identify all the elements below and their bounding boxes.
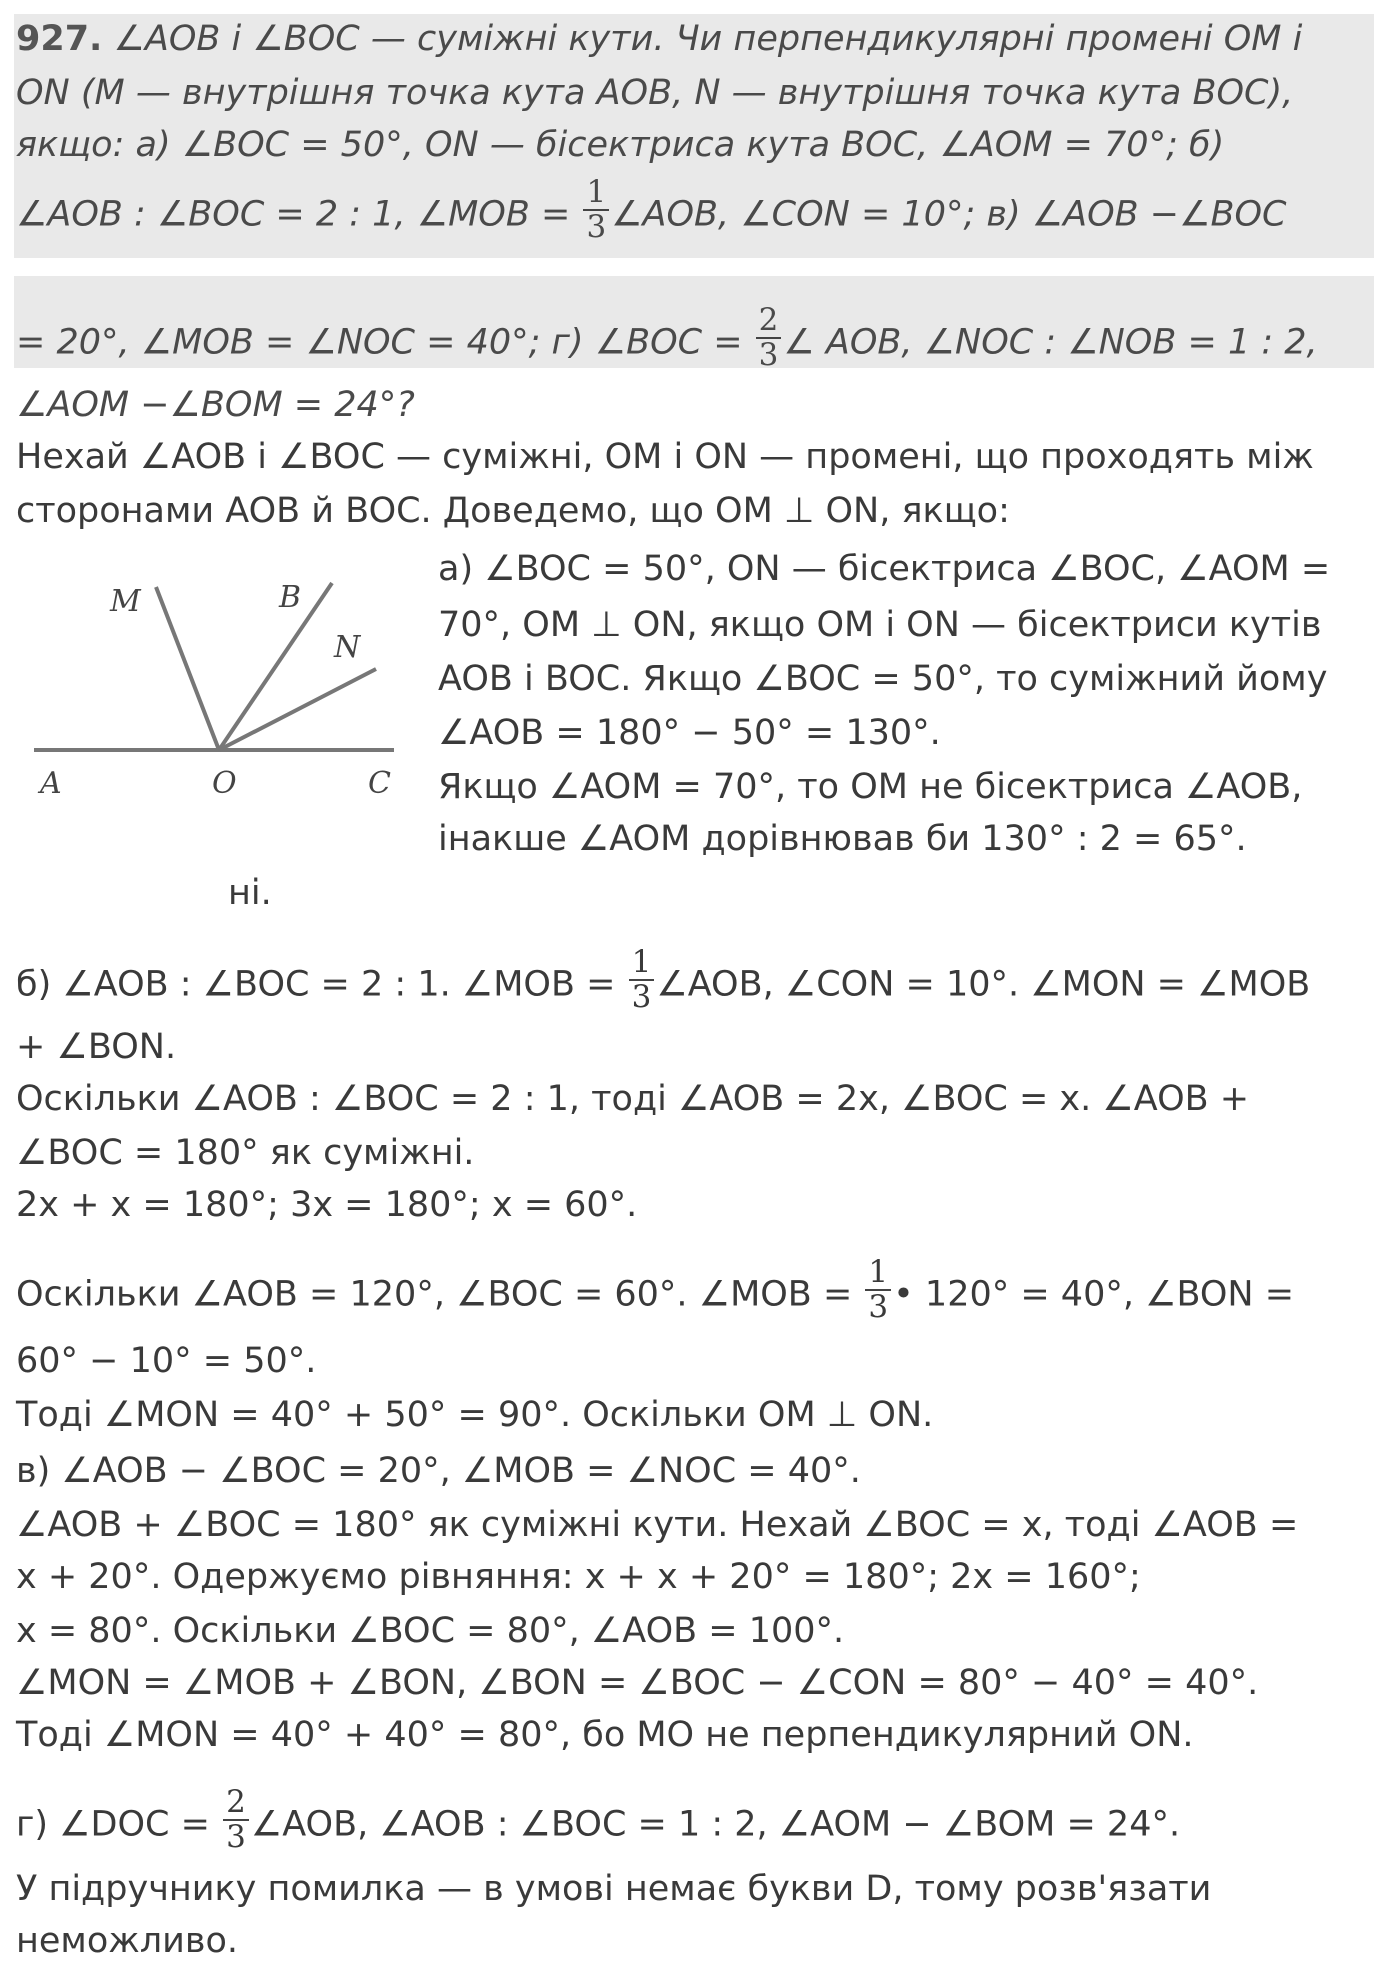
part-d-line-3: неможливо. xyxy=(16,1921,239,1961)
ray-ob xyxy=(219,583,332,750)
part-d-line-1: г) ∠DOC = $\frac{2}{3}$ ∠AOB, ∠AOB : ∠BOC = 1 : 2, ∠AOM − ∠BOM = 24°. xyxy=(16,1784,1181,1855)
part-c-line-1: в) ∠AOB − ∠BOC = 20°, ∠MOB = ∠NOC = 40°. xyxy=(16,1451,861,1491)
part-a-line-3: AOB і BOC. Якщо ∠BOC = 50°, то суміжний йому xyxy=(438,659,1328,699)
part-b-line-2: + ∠BON. xyxy=(16,1027,177,1067)
task-line-5: = 20°, ∠MOB = ∠NOC = 40°; г) ∠BOC = $\frac{2}{3}$ ∠ AOB, ∠NOC : ∠NOB = 1 : 2, xyxy=(16,302,1318,373)
part-a-line-4: ∠AOB = 180° − 50° = 130°. xyxy=(438,713,941,753)
task-line-4: ∠AOB : ∠BOC = 2 : 1, ∠MOB = $\frac{1}{3}$ ∠AOB, ∠CON = 10°; в) ∠AOB −∠BOC xyxy=(16,174,1287,245)
part-a-line-5: Якщо ∠AOM = 70°, то OM не бісектриса ∠AOB, xyxy=(438,767,1303,807)
part-b-line-8: Тоді ∠MON = 40° + 50° = 90°. Оскільки OM ⊥ ON. xyxy=(16,1395,934,1435)
label-a: A xyxy=(40,766,62,801)
task-number: 927. xyxy=(16,19,103,59)
task-line-3: якщо: а) ∠BOC = 50°, ON — бісектриса кута BOC, ∠AOM = 70°; б) xyxy=(16,125,1225,165)
part-c-line-6: Тоді ∠MON = 40° + 40° = 80°, бо MO не перпендикулярний ON. xyxy=(16,1715,1194,1755)
label-m: M xyxy=(110,584,141,619)
part-b-line-6: Оскільки ∠AOB = 120°, ∠BOC = 60°. ∠MOB = $\frac{1}{3}$ • 120° = 40°, ∠BON = xyxy=(16,1254,1295,1325)
ray-on xyxy=(219,669,376,750)
part-b-line-5: 2x + x = 180°; 3x = 180°; x = 60°. xyxy=(16,1185,638,1225)
part-b-line-1: б) ∠AOB : ∠BOC = 2 : 1. ∠MOB = $\frac{1}{3}$ ∠AOB, ∠CON = 10°. ∠MON = ∠MOB xyxy=(16,944,1311,1015)
fraction-one-third: $\frac{1}{3}$ xyxy=(583,176,609,243)
part-c-line-4: x = 80°. Оскільки ∠BOC = 80°, ∠AOB = 100°. xyxy=(16,1611,845,1651)
fraction-two-thirds-d: $\frac{2}{3}$ xyxy=(223,1786,249,1853)
fraction-one-third-c: $\frac{1}{3}$ xyxy=(865,1256,891,1323)
part-d-line-2: У підручнику помилка — в умові немає букви D, тому розв'язати xyxy=(16,1869,1212,1909)
fraction-one-third-b: $\frac{1}{3}$ xyxy=(629,946,655,1013)
part-b-line-3: Оскільки ∠AOB : ∠BOC = 2 : 1, тоді ∠AOB = 2x, ∠BOC = x. ∠AOB + xyxy=(16,1079,1250,1119)
part-a-line-2: 70°, OM ⊥ ON, якщо OM і ON — бісектриси кутів xyxy=(438,605,1322,645)
label-n: N xyxy=(334,630,361,665)
task-line-1: 927. ∠AOB і ∠BOC — суміжні кути. Чи перпендикулярні промені OM і xyxy=(16,19,1303,59)
part-c-line-5: ∠MON = ∠MOB + ∠BON, ∠BON = ∠BOC − ∠CON = 80° − 40° = 40°. xyxy=(16,1663,1259,1703)
ray-om xyxy=(156,587,219,750)
part-b-line-4: ∠BOC = 180° як суміжні. xyxy=(16,1133,475,1173)
fraction-two-thirds: $\frac{2}{3}$ xyxy=(756,304,782,371)
intro-line-2: сторонами AOB й BOC. Доведемо, що OM ⊥ ON, якщо: xyxy=(16,491,1010,531)
part-a-line-1: а) ∠BOC = 50°, ON — бісектриса ∠BOC, ∠AOM = xyxy=(438,549,1331,589)
label-b: B xyxy=(279,580,302,615)
angle-figure xyxy=(34,565,424,805)
task-line-2: ON (M — внутрішня точка кута AOB, N — внутрішня точка кута BOC), xyxy=(16,73,1294,113)
label-o: O xyxy=(212,766,237,801)
part-a-line-6: інакше ∠AOM дорівнював би 130° : 2 = 65°. xyxy=(438,819,1247,859)
label-c: C xyxy=(368,766,391,801)
intro-line-1: Нехай ∠AOB і ∠BOC — суміжні, OM і ON — промені, що проходять між xyxy=(16,437,1314,477)
part-a-answer: ні. xyxy=(228,873,272,913)
part-b-line-7: 60° − 10° = 50°. xyxy=(16,1341,317,1381)
task-line-6: ∠AOM −∠BOM = 24°? xyxy=(16,385,415,425)
part-c-line-2: ∠AOB + ∠BOC = 180° як суміжні кути. Нехай ∠BOC = x, тоді ∠AOB = xyxy=(16,1505,1299,1545)
part-c-line-3: x + 20°. Одержуємо рівняння: x + x + 20° = 180°; 2x = 160°; xyxy=(16,1557,1141,1597)
